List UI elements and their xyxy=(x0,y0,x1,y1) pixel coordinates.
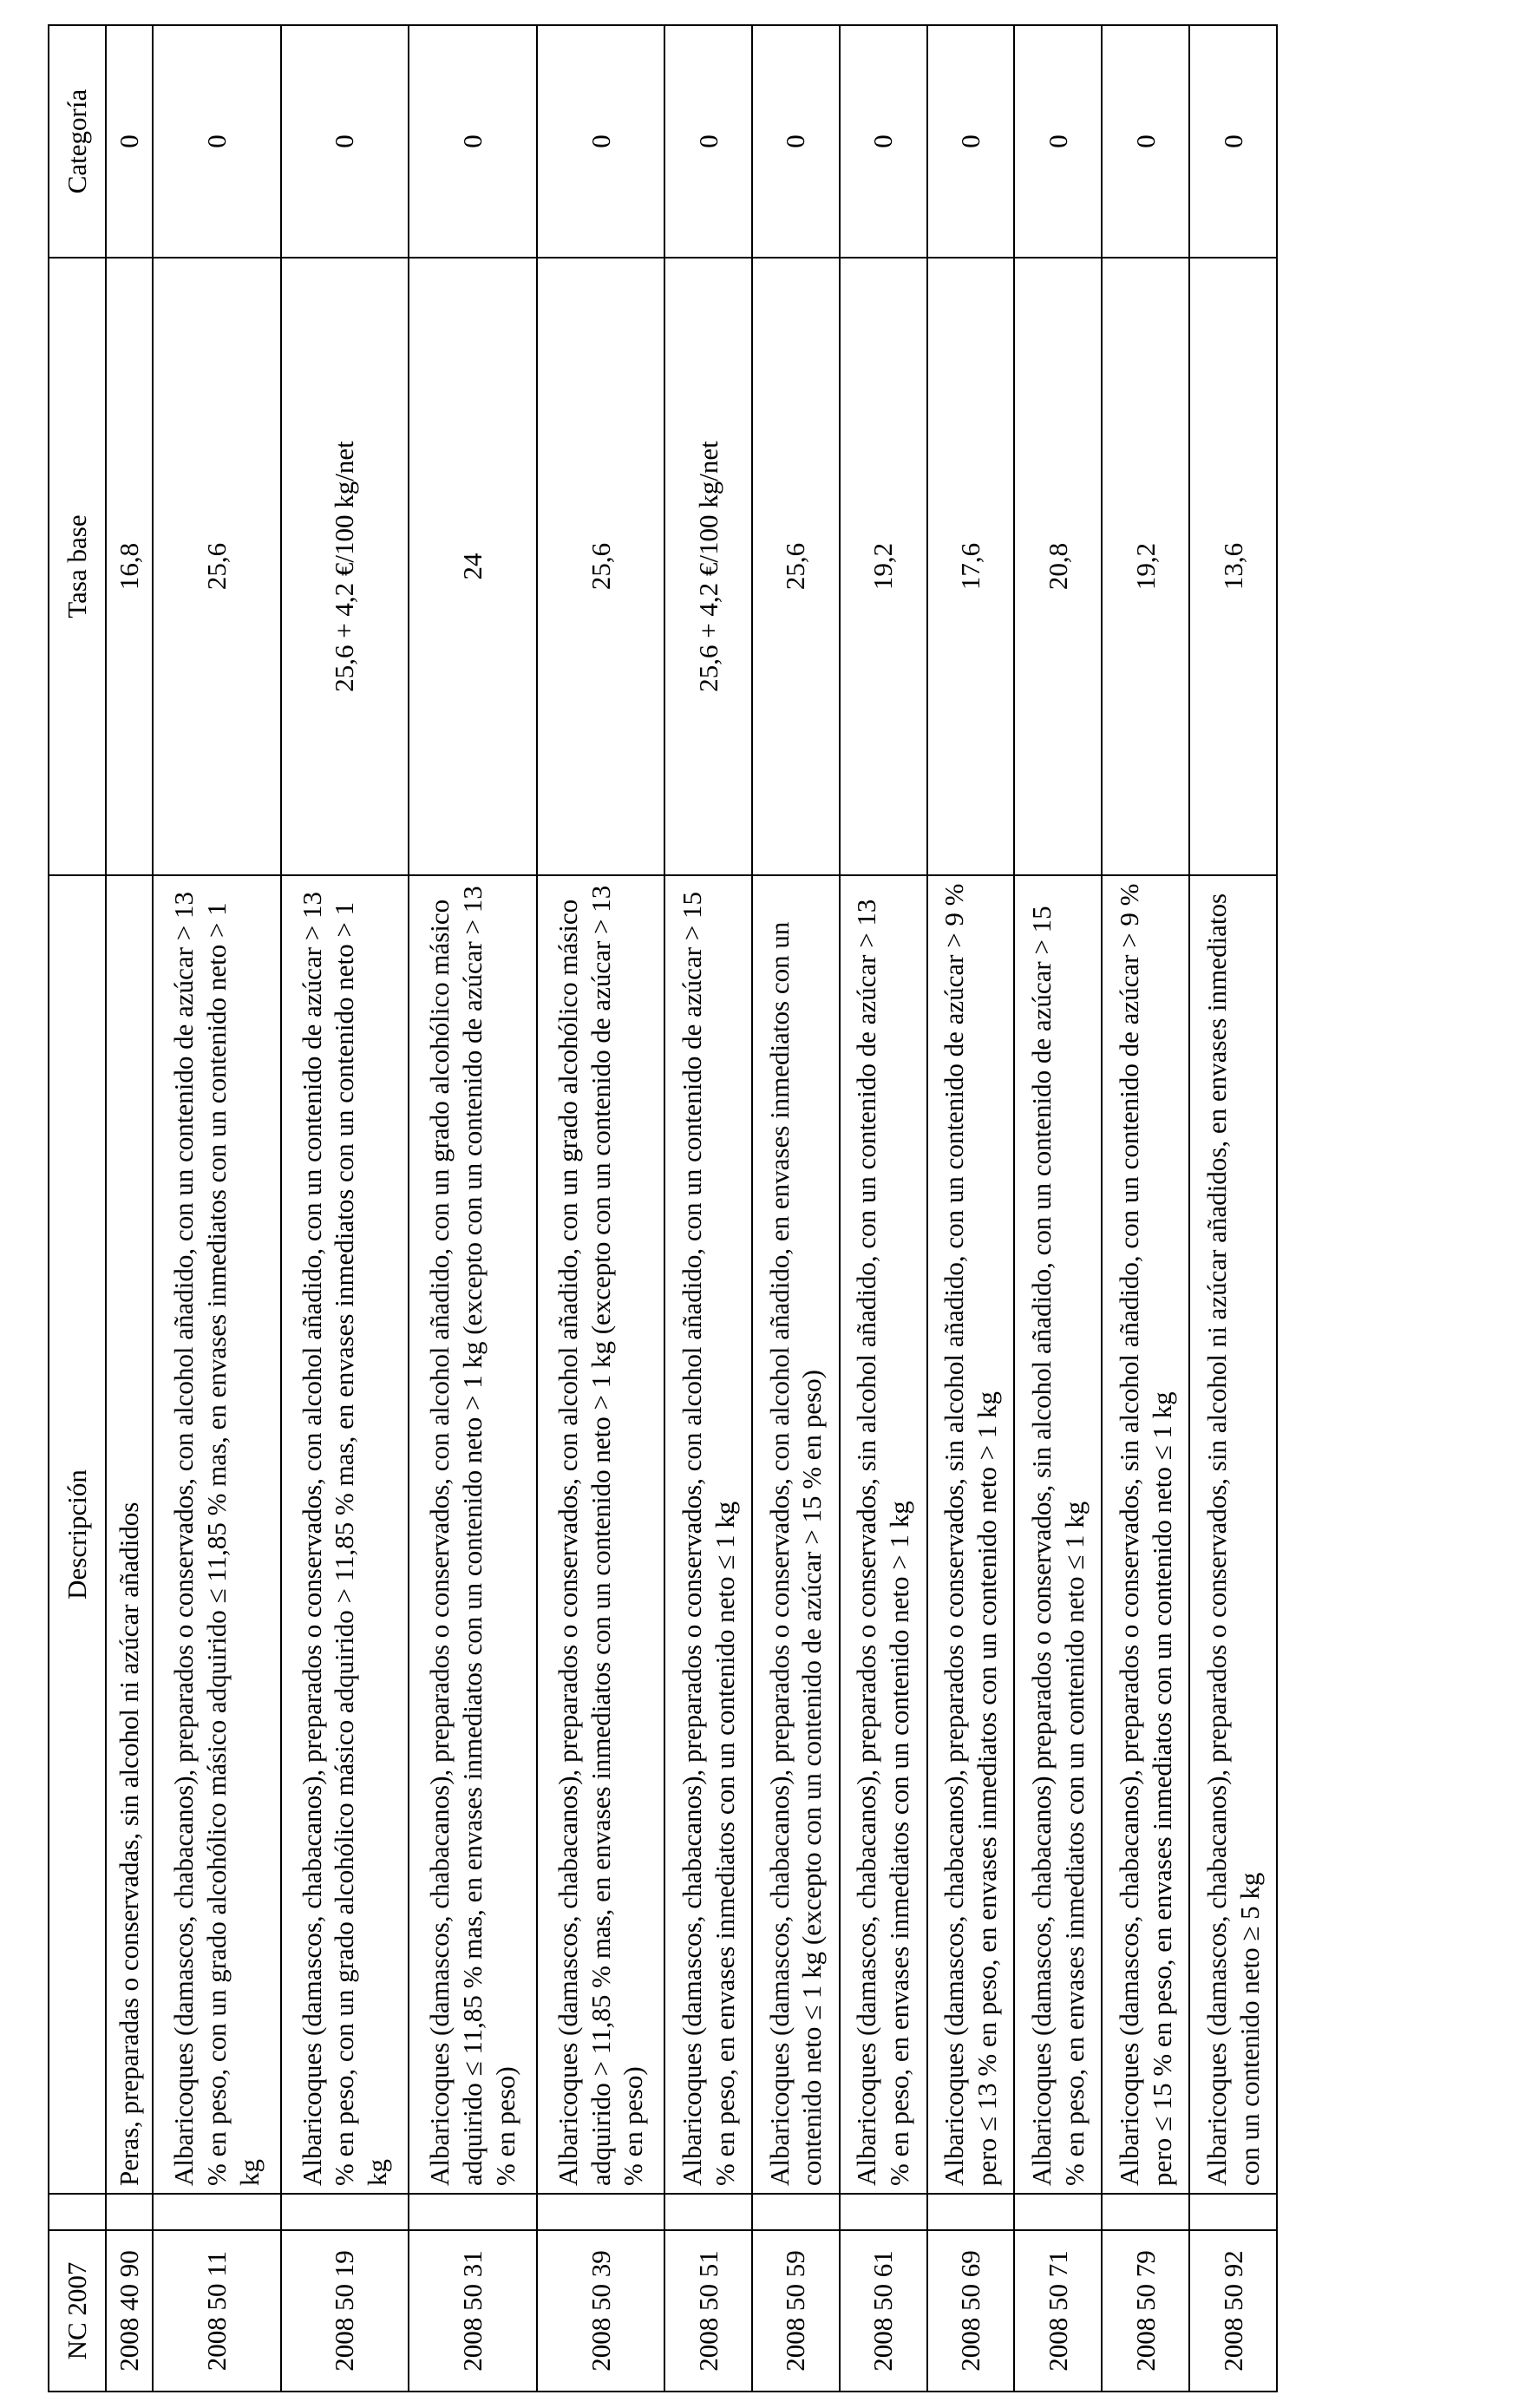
cell-description: Albaricoques (damascos, chabacanos), preparados o conservados, sin alcohol añadido, con un contenido de azúcar > 13 % en peso, en envases inmediatos con un contenido neto > 1 kg xyxy=(840,875,927,2194)
cell-description: Albaricoques (damascos, chabacanos), preparados o conservados, con alcohol añadido, con un contenido de azúcar > 13 % en peso, con un grado alcohólico másico adquirido > 11,85 % mas, en envases inmediatos con un contenido neto > 1 kg xyxy=(281,875,409,2194)
cell-spacer xyxy=(927,2194,1015,2230)
table-body xyxy=(106,25,1277,2392)
cell-description: Albaricoques (damascos, chabacanos), preparados o conservados, con alcohol añadido, con un grado alcohólico másico adquirido ≤ 11,85 % mas, en envases inmediatos con un contenido neto > 1 kg (excepto con un contenido de azúcar > 13 % en peso) xyxy=(409,875,537,2194)
cell-spacer xyxy=(840,2194,927,2230)
cell-code: 2008 50 31 xyxy=(409,2230,537,2392)
cell-spacer xyxy=(106,2194,153,2230)
cell-description: Albaricoques (damascos, chabacanos), preparados o conservados, sin alcohol añadido, con un contenido de azúcar > 9 % pero ≤ 15 % en peso, en envases inmediatos con un contenido neto ≤ 1 kg xyxy=(1102,875,1189,2194)
cell-base-rate: 25,6 xyxy=(752,258,840,875)
cell-base-rate: 25,6 + 4,2 €/100 kg/net xyxy=(664,258,752,875)
cell-category: 0 xyxy=(664,25,752,258)
header-base-rate: Tasa base xyxy=(49,258,106,875)
cell-description: Albaricoques (damascos, chabacanos), preparados o conservados, sin alcohol añadido, con un contenido de azúcar > 9 % pero ≤ 13 % en peso, en envases inmediatos con un contenido neto > 1 kg xyxy=(927,875,1015,2194)
header-description: Descripción xyxy=(49,875,106,2194)
cell-category: 0 xyxy=(1102,25,1189,258)
cell-category: 0 xyxy=(281,25,409,258)
table-row xyxy=(1189,25,1277,2392)
cell-code: 2008 50 19 xyxy=(281,2230,409,2392)
cell-category: 0 xyxy=(106,25,153,258)
header-category: Categoría xyxy=(49,25,106,258)
header-spacer xyxy=(49,2194,106,2230)
cell-description: Albaricoques (damascos, chabacanos), preparados o conservados, con alcohol añadido, con un grado alcohólico másico adquirido > 11,85 % mas, en envases inmediatos con un contenido neto > 1 kg (excepto con un contenido de azúcar > 13 % en peso) xyxy=(537,875,665,2194)
cell-spacer xyxy=(281,2194,409,2230)
cell-spacer xyxy=(1014,2194,1102,2230)
table-row xyxy=(927,25,1015,2392)
cell-description: Albaricoques (damascos, chabacanos), preparados o conservados, con alcohol añadido, con un contenido de azúcar > 13 % en peso, con un grado alcohólico másico adquirido ≤ 11,85 % mas, en envases inmediatos con un contenido neto > 1 kg xyxy=(153,875,281,2194)
cell-base-rate: 19,2 xyxy=(1102,258,1189,875)
cell-description: Albaricoques (damascos, chabacanos), preparados o conservados, con alcohol añadido, en envases inmediatos con un contenido neto ≤ 1 kg (excepto con un contenido de azúcar > 15 % en peso) xyxy=(752,875,840,2194)
cell-code: 2008 50 11 xyxy=(153,2230,281,2392)
table-row xyxy=(664,25,752,2392)
cell-code: 2008 50 92 xyxy=(1189,2230,1277,2392)
cell-category: 0 xyxy=(537,25,665,258)
cell-category: 0 xyxy=(840,25,927,258)
cell-category: 0 xyxy=(1189,25,1277,258)
cell-description: Albaricoques (damascos, chabacanos), preparados o conservados, con alcohol añadido, con un contenido de azúcar > 15 % en peso, en envases inmediatos con un contenido neto ≤ 1 kg xyxy=(664,875,752,2194)
tariff-table xyxy=(48,24,1278,2392)
cell-code: 2008 50 69 xyxy=(927,2230,1015,2392)
cell-code: 2008 50 51 xyxy=(664,2230,752,2392)
table-row xyxy=(752,25,840,2392)
cell-description: Albaricoques (damascos, chabacanos) preparados o conservados, sin alcohol añadido, con un contenido de azúcar > 15 % en peso, en envases inmediatos con un contenido neto ≤ 1 kg xyxy=(1014,875,1102,2194)
cell-category: 0 xyxy=(1014,25,1102,258)
cell-spacer xyxy=(664,2194,752,2230)
cell-base-rate: 25,6 xyxy=(537,258,665,875)
cell-code: 2008 50 79 xyxy=(1102,2230,1189,2392)
cell-spacer xyxy=(752,2194,840,2230)
cell-description: Peras, preparadas o conservadas, sin alcohol ni azúcar añadidos xyxy=(106,875,153,2194)
cell-base-rate: 16,8 xyxy=(106,258,153,875)
cell-base-rate: 17,6 xyxy=(927,258,1015,875)
cell-spacer xyxy=(153,2194,281,2230)
cell-description: Albaricoques (damascos, chabacanos), preparados o conservados, sin alcohol ni azúcar añadidos, en envases inmediatos con un contenido neto ≥ 5 kg xyxy=(1189,875,1277,2194)
header-code: NC 2007 xyxy=(49,2230,106,2392)
cell-spacer xyxy=(409,2194,537,2230)
table-row xyxy=(281,25,409,2392)
table-row xyxy=(409,25,537,2392)
cell-code: 2008 50 71 xyxy=(1014,2230,1102,2392)
cell-base-rate: 24 xyxy=(409,258,537,875)
cell-code: 2008 40 90 xyxy=(106,2230,153,2392)
cell-spacer xyxy=(537,2194,665,2230)
table-row xyxy=(840,25,927,2392)
cell-base-rate: 13,6 xyxy=(1189,258,1277,875)
rotated-table-container xyxy=(48,26,1278,2392)
cell-code: 2008 50 39 xyxy=(537,2230,665,2392)
cell-base-rate: 19,2 xyxy=(840,258,927,875)
cell-category: 0 xyxy=(752,25,840,258)
table-header-row xyxy=(49,25,106,2392)
cell-base-rate: 20,8 xyxy=(1014,258,1102,875)
cell-spacer xyxy=(1102,2194,1189,2230)
table-row xyxy=(1102,25,1189,2392)
table-row xyxy=(153,25,281,2392)
table-row xyxy=(106,25,153,2392)
cell-code: 2008 50 59 xyxy=(752,2230,840,2392)
cell-spacer xyxy=(1189,2194,1277,2230)
table-row xyxy=(1014,25,1102,2392)
cell-category: 0 xyxy=(927,25,1015,258)
cell-base-rate: 25,6 + 4,2 €/100 kg/net xyxy=(281,258,409,875)
cell-category: 0 xyxy=(409,25,537,258)
cell-code: 2008 50 61 xyxy=(840,2230,927,2392)
table-row xyxy=(537,25,665,2392)
cell-base-rate: 25,6 xyxy=(153,258,281,875)
cell-category: 0 xyxy=(153,25,281,258)
